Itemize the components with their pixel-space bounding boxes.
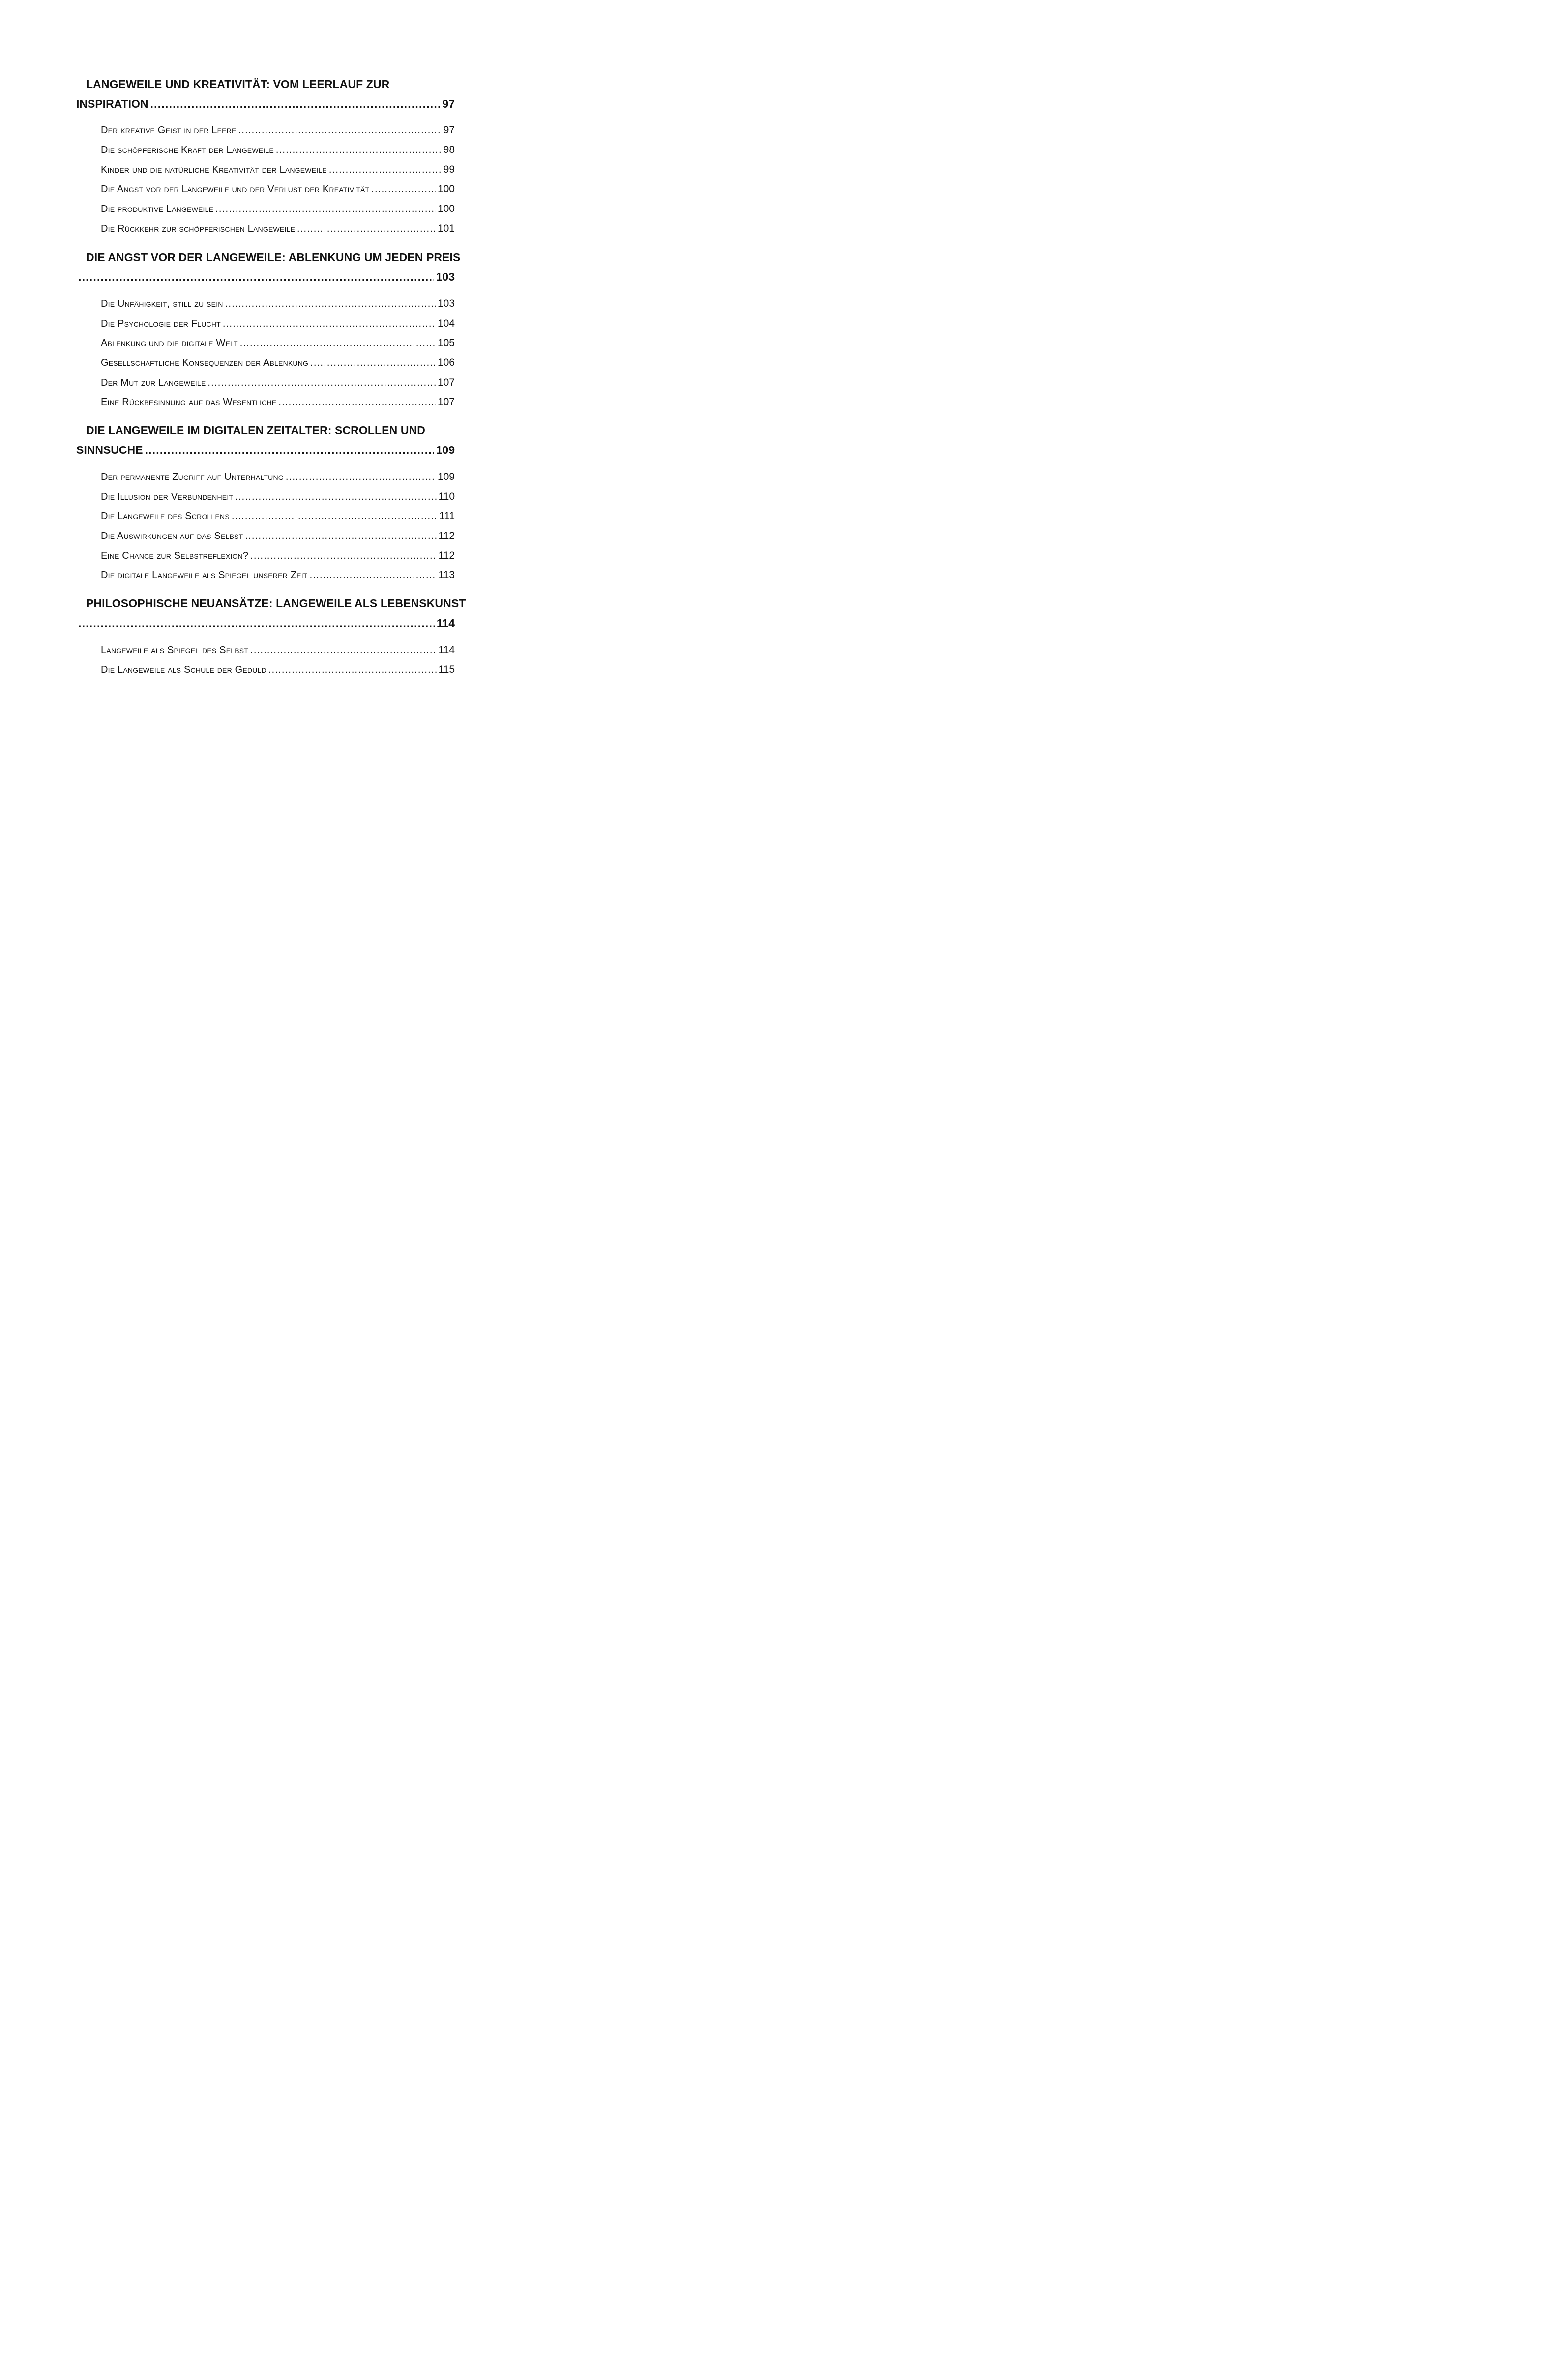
toc-section-entry[interactable]: [101, 124, 455, 139]
toc-section-entry[interactable]: [101, 471, 455, 486]
toc-section-entry[interactable]: [101, 337, 455, 352]
section-page-number: 105: [437, 337, 455, 349]
dot-leader: [238, 125, 442, 136]
dot-leader: [310, 358, 436, 369]
dot-leader: [250, 550, 436, 562]
section-page-number: 110: [438, 491, 455, 502]
chapter-title-line: [76, 444, 455, 458]
section-page-number: 101: [437, 223, 455, 234]
section-page-number: 97: [443, 124, 455, 136]
toc-section-entry[interactable]: [101, 183, 455, 198]
chapter-page-number: 114: [436, 617, 455, 629]
section-title: Die Psychologie der Flucht: [101, 318, 221, 329]
section-page-number: 100: [437, 203, 455, 214]
section-page-number: 99: [443, 164, 455, 175]
dot-leader: [145, 444, 434, 457]
section-page-number: 107: [437, 396, 455, 408]
dot-leader: [278, 397, 436, 408]
chapter-title-continued: INSPIRATION: [76, 97, 148, 110]
dot-leader: [245, 531, 436, 542]
section-title: Die Illusion der Verbundenheit: [101, 491, 234, 502]
dot-leader: [232, 511, 437, 522]
section-title: Die Langeweile des Scrollens: [101, 511, 230, 522]
toc-page: [0, 0, 516, 775]
section-title: Ablenkung und die digitale Welt: [101, 338, 238, 349]
section-page-number: 111: [439, 510, 455, 522]
dot-leader: [240, 338, 436, 349]
dot-leader: [250, 645, 436, 656]
dot-leader: [371, 184, 436, 195]
section-page-number: 98: [443, 144, 455, 155]
section-title: Eine Rückbesinnung auf das Wesentliche: [101, 397, 277, 408]
section-page-number: 115: [438, 664, 455, 675]
section-page-number: 103: [437, 298, 455, 309]
section-title: Die Langeweile als Schule der Geduld: [101, 664, 266, 675]
dot-leader: [207, 377, 436, 388]
toc-section-entry[interactable]: [101, 318, 455, 332]
section-title: Eine Chance zur Selbstreflexion?: [101, 550, 249, 561]
dot-leader: [286, 472, 436, 483]
section-title: Die Auswirkungen auf das Selbst: [101, 531, 243, 541]
dot-leader: [235, 491, 436, 503]
section-title: Die schöpferische Kraft der Langeweile: [101, 145, 274, 155]
chapter-page-number: 109: [436, 444, 455, 456]
chapter-title: DIE ANGST VOR DER LANGEWEILE: ABLENKUNG UM JEDEN PREIS: [86, 251, 461, 264]
dot-leader: [329, 164, 442, 176]
section-title: Gesellschaftliche Konsequenzen der Ablenkung: [101, 358, 309, 368]
dot-leader: [78, 270, 434, 284]
chapter-title: LANGEWEILE UND KREATIVITÄT: VOM LEERLAUF ZUR: [86, 78, 390, 90]
toc-section-entry[interactable]: [101, 357, 455, 372]
toc-section-entry[interactable]: [101, 644, 455, 659]
section-title: Langeweile als Spiegel des Selbst: [101, 645, 249, 656]
section-page-number: 109: [437, 471, 455, 482]
section-page-number: 112: [438, 550, 455, 561]
section-page-number: 104: [437, 318, 455, 329]
chapter-title-line: [76, 97, 455, 112]
section-title: Die digitale Langeweile als Spiegel unserer Zeit: [101, 570, 308, 581]
section-title: Der permanente Zugriff auf Unterhaltung: [101, 472, 284, 482]
toc-section-entry[interactable]: [101, 396, 455, 411]
toc-section-entry[interactable]: [101, 223, 455, 238]
toc-section-entry[interactable]: [101, 203, 455, 218]
toc-section-entry[interactable]: [101, 144, 455, 159]
section-title: Der Mut zur Langeweile: [101, 377, 206, 388]
dot-leader: [225, 298, 436, 310]
dot-leader: [215, 204, 436, 215]
dot-leader: [310, 570, 437, 581]
toc-section-entry[interactable]: [101, 530, 455, 545]
section-title: Die Unfähigkeit, still zu sein: [101, 298, 223, 309]
toc-section-entry[interactable]: [101, 550, 455, 565]
section-title: Kinder und die natürliche Kreativität der Langeweile: [101, 164, 327, 175]
toc-section-entry[interactable]: [101, 377, 455, 391]
section-title: Die produktive Langeweile: [101, 204, 214, 214]
section-title: Der kreative Geist in der Leere: [101, 125, 237, 136]
toc-section-entry[interactable]: [101, 491, 455, 506]
toc-section-entry[interactable]: [101, 664, 455, 679]
chapter-title-continued: SINNSUCHE: [76, 444, 143, 456]
dot-leader: [223, 318, 436, 329]
section-page-number: 113: [438, 569, 455, 581]
dot-leader: [297, 223, 436, 235]
dot-leader: [268, 664, 437, 676]
toc-section-entry[interactable]: [101, 569, 455, 584]
section-title: Die Rückkehr zur schöpferischen Langeweile: [101, 223, 296, 234]
section-title: Die Angst vor der Langeweile und der Verlust der Kreativität: [101, 184, 370, 195]
chapter-page-number: 103: [436, 270, 455, 283]
dot-leader: [276, 145, 442, 156]
chapter-title-line: [76, 617, 455, 631]
section-page-number: 100: [437, 183, 455, 195]
section-page-number: 114: [438, 644, 455, 656]
chapter-title: PHILOSOPHISCHE NEUANSÄTZE: LANGEWEILE ALS LEBENSKUNST: [86, 597, 466, 610]
section-page-number: 106: [437, 357, 455, 368]
dot-leader: [78, 617, 435, 630]
toc-section-entry[interactable]: [101, 510, 455, 525]
toc-section-entry[interactable]: [101, 298, 455, 313]
section-page-number: 112: [438, 530, 455, 541]
chapter-page-number: 97: [442, 97, 455, 110]
dot-leader: [150, 97, 441, 111]
chapter-title: DIE LANGEWEILE IM DIGITALEN ZEITALTER: SCROLLEN UND: [86, 424, 425, 437]
chapter-title-line: [76, 270, 455, 285]
section-page-number: 107: [437, 377, 455, 388]
toc-section-entry[interactable]: [101, 164, 455, 179]
